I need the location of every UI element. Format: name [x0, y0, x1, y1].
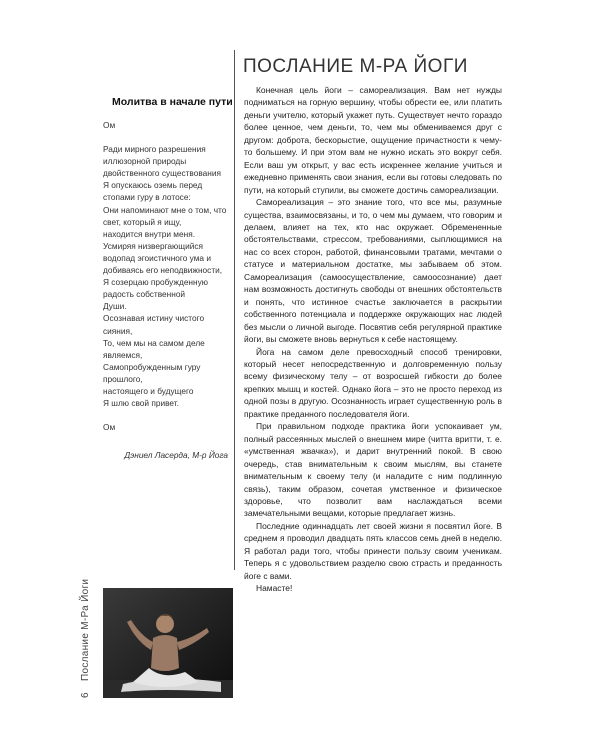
page-title: ПОСЛАНИЕ М-РА ЙОГИ	[243, 56, 468, 77]
prayer-line: Самопробужденным гуру	[103, 361, 201, 372]
column-divider	[234, 50, 235, 570]
prayer-line: настоящего и будущего	[103, 385, 194, 396]
prayer-line: прошлого,	[103, 373, 143, 384]
prayer-line: стопами гуру в лотосе:	[103, 192, 191, 203]
prayer-line: являемся,	[103, 349, 143, 360]
prayer-line: Они напоминают мне о том, что	[103, 204, 227, 215]
paragraph: Самореализация – это знание того, что все мы, разумные существа, взаимосвязаны, и то, о чем мы думаем, что говорим и делаем, влияет на тех, кто нас окружает. Обремененные обстоятельствами, стрессом, требованиями, сыплющимися на нас со всех сторон, работой, финансовыми тратами, мечтами о статусе и материальном достатке, мы забываем об этом. Самореализация (самоосуществление, самоосознание) дает нам возможность достигнуть свободы от внешних обстоятельств и понять, что истинное счастье заключается в раскрытии собственного потенциала и поддержке окружающих нас людей без мысли о личной выгоде. Посвятив себя регулярной практике йоги, вы сможете вновь вернуться к себе настоящему.	[244, 197, 502, 345]
prayer-text	[103, 119, 228, 461]
paragraph: Намасте!	[256, 583, 293, 594]
prayer-line: сияния,	[103, 325, 133, 336]
prayer-line: Души.	[103, 301, 127, 312]
paragraph: При правильном подходе практика йоги успокаивает ум, полный рассеянных мыслей о внешнем мире (читта вритти, т. е. «умственная жвачка»), и дарит внутренний покой. В свою очередь, став внимательным к своим мыслям, вы станете внимательным к своему телу (и наладите с ним подлинную связь), таким образом, сочетая умственное и физическое здоровье, что позволит вам наслаждаться всеми замечательными вещами, которые предлагает жизнь.	[244, 421, 502, 519]
paragraph: Последние одиннадцать лет своей жизни я посвятил йоге. В среднем я проводил двадцать пять классов семь дней в неделю. Я работал ради того, чтобы принести пользу своим ученикам. Теперь я с удовольствием разделю свою страсть и преданность йоге с вами.	[244, 520, 502, 581]
main-article	[244, 84, 502, 595]
prayer-line: находится внутри меня.	[103, 228, 196, 239]
prayer-title: Молитва в начале пути	[112, 96, 233, 108]
prayer-author: Дэниел Ласерда, М-р Йога	[124, 450, 228, 461]
paragraph: Йога на самом деле превосходный способ тренировки, который несет непосредственную и долговременную пользу всему физическому телу – от возросшей гибкости до более крепких мышц и костей. Однако йога – это не просто переход из одной позы в другую. Осознанность играет существенную роль в практике преданного последователя йоги.	[244, 346, 502, 419]
prayer-line: То, чем мы на самом деле	[103, 337, 205, 348]
paragraph: Конечная цель йоги – самореализация. Вам нет нужды подниматься на горную вершину, чтобы обрести ее, или платить деньги учителю, который укажет путь. Существует нечто гораздо более ценное, чем деньги, то, чем мы обмениваемся друг с другом: доброта, бескорыстие, ощущение причастности к чему-то большему. И при этом вам не нужно искать это вокруг себя. Если ваш ум открыт, у вас есть искреннее желание учиться и ежедневно применять свои знания, если вы готовы следовать по пути, на который ступили, вы сможете достичь самореализации.	[244, 85, 502, 195]
prayer-line: Я опускаюсь оземь перед	[103, 180, 203, 191]
yoga-pose-photo	[103, 588, 233, 698]
prayer-om-closing: Ом	[103, 422, 116, 433]
prayer-line: Усмиряя низвергающийся	[103, 240, 203, 251]
prayer-line: добиваясь его неподвижности,	[103, 265, 223, 276]
prayer-line: водопад эгоистичного ума и	[103, 252, 211, 263]
page-number: 6	[80, 692, 91, 698]
prayer-line: Я шлю свой привет.	[103, 398, 179, 409]
yoga-man-illustration	[103, 588, 233, 698]
prayer-line: Осознавая истину чистого	[103, 313, 205, 324]
running-header-vertical	[80, 579, 91, 698]
prayer-line: Ради мирного разрешения	[103, 144, 206, 155]
prayer-line: радость собственной	[103, 289, 186, 300]
prayer-line: иллюзорной природы	[103, 156, 187, 167]
prayer-line: двойственного существования	[103, 168, 221, 179]
prayer-om-opening: Ом	[103, 120, 116, 130]
prayer-line: свет, который я ищу,	[103, 216, 182, 227]
prayer-line: Я созерцаю пробужденную	[103, 277, 208, 288]
running-header-text: Послание М-Ра Йоги	[80, 578, 91, 682]
